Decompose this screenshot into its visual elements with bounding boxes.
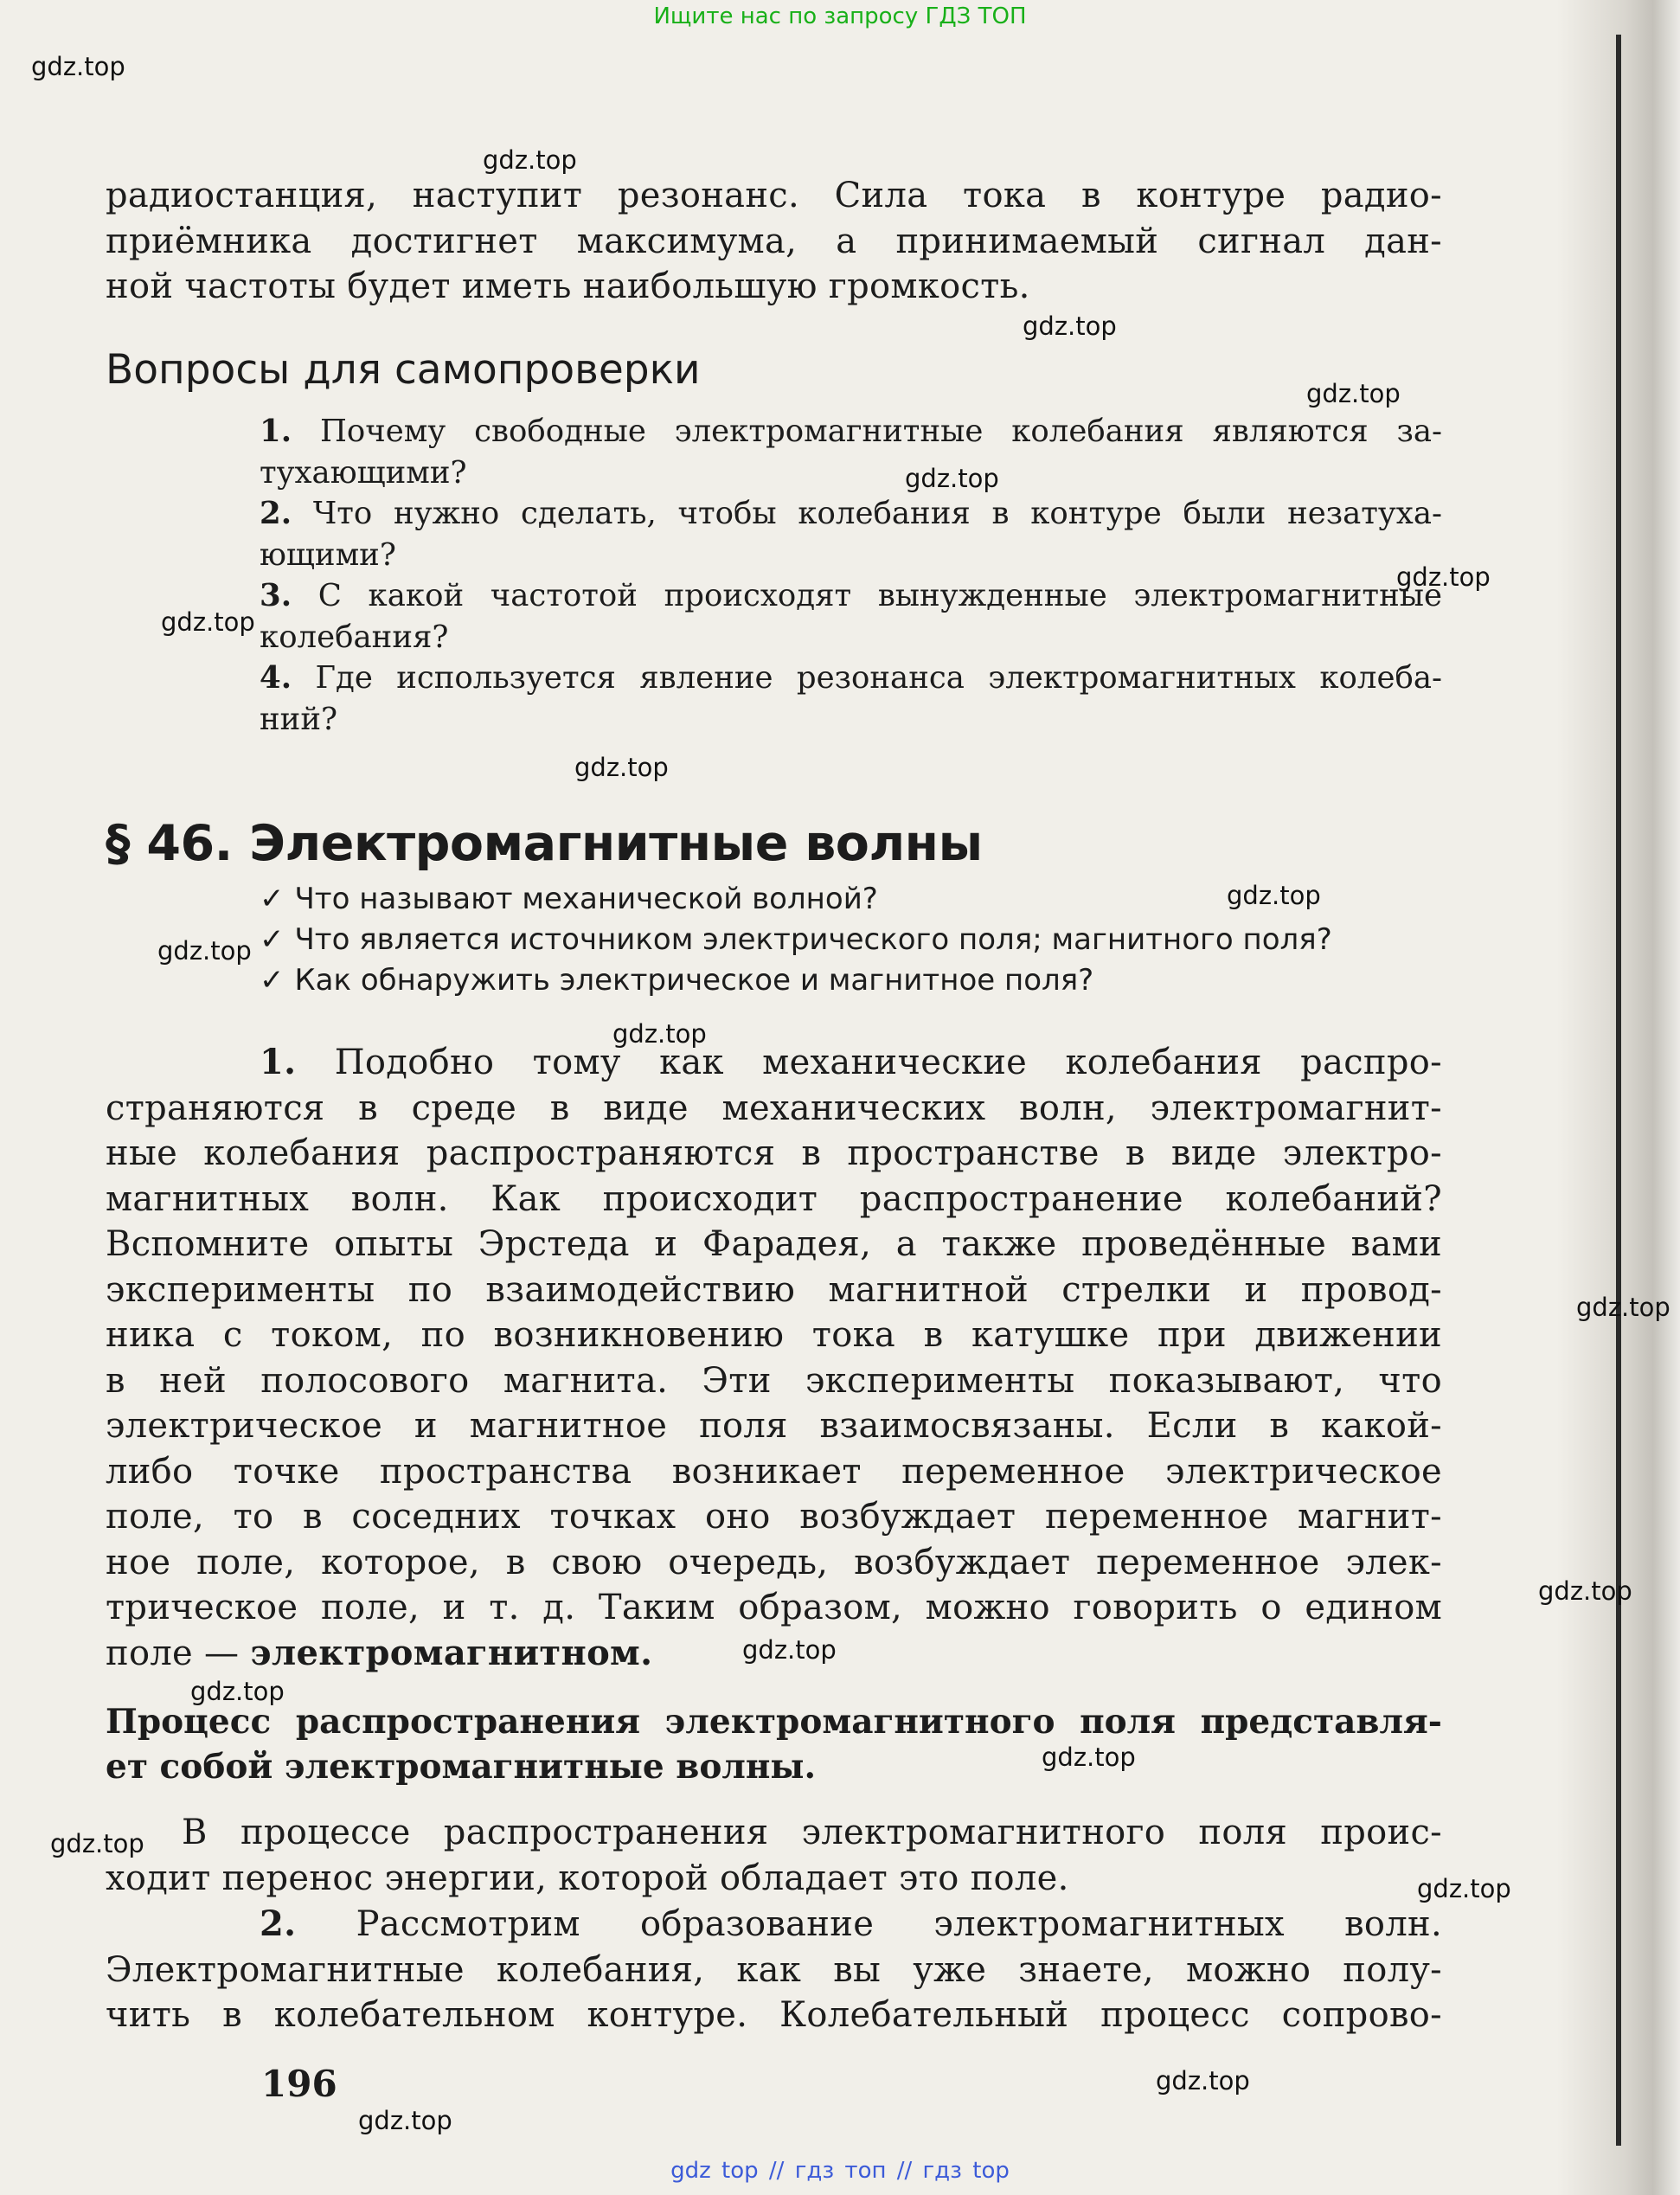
text-line: в ней полосового магнита. Эти эксперименты показывают, что (106, 1360, 1442, 1401)
checkmark-icon: ✓ (260, 922, 285, 957)
text-line: трическое поле, и т. д. Таким образом, можно говорить о едином (106, 1588, 1442, 1627)
definition (106, 1699, 1442, 1789)
prerequisite-text: Что называют механической волной? (294, 882, 878, 916)
question-item (260, 575, 1442, 658)
prerequisite-text: Что является источником электрического поля; магнитного поля? (294, 922, 1332, 957)
text-line: магнитных волн. Как происходит распространение колебаний? (106, 1178, 1442, 1219)
book-spine (1616, 35, 1621, 2146)
text-line: ходит перенос энергии, которой обладает это поле. (106, 1858, 1069, 1898)
question-text: тухающими? (260, 454, 467, 491)
text-line: либо точке пространства возникает переменное электрическое (106, 1451, 1442, 1492)
question-text: Где используется явление резонанса электромагнитных колеба- (315, 660, 1442, 696)
definition-line: ет собой электромагнитные волны. (106, 1747, 817, 1787)
prerequisite-questions (106, 879, 1442, 1001)
key-term: электромагнитном. (250, 1632, 653, 1673)
question-text: ний? (260, 701, 338, 737)
text-line: ное поле, которое, в свою очередь, возбуждает переменное элек- (106, 1542, 1442, 1582)
watermark: gdz.top (1538, 1576, 1632, 1606)
watermark: gdz.top (1396, 562, 1491, 592)
paragraph-1 (106, 1040, 1442, 1676)
text-line: чить в колебательном контуре. Колебательный процесс сопрово- (106, 1995, 1442, 2035)
prerequisite-text: Как обнаружить электрическое и магнитное поля? (294, 963, 1094, 998)
text-line: Электромагнитные колебания, как вы уже знаете, можно полу- (106, 1949, 1442, 1990)
questions-heading: Вопросы для самопроверки (106, 346, 701, 394)
question-item (260, 493, 1442, 575)
page-number: 196 (261, 2063, 337, 2105)
question-item (260, 658, 1442, 740)
question-number: 2. (260, 496, 292, 531)
watermark: gdz.top (1227, 881, 1321, 910)
watermark: gdz.top (1156, 2066, 1250, 2096)
watermark: gdz.top (483, 145, 577, 175)
watermark: gdz.top (905, 464, 999, 493)
bottom-banner[interactable]: gdz top // гдз топ // гдз top (670, 2158, 1010, 2184)
watermark: gdz.top (612, 1019, 707, 1049)
top-banner[interactable]: Ищите нас по запросу ГДЗ ТОП (653, 3, 1027, 29)
section-title: § 46. Электромагнитные волны (106, 815, 983, 872)
watermark: gdz.top (1042, 1743, 1136, 1772)
text-line: поле, то в соседних точках оно возбуждает переменное магнит- (106, 1497, 1442, 1537)
watermark: gdz.top (1576, 1293, 1670, 1322)
watermark: gdz.top (574, 753, 669, 782)
text-line: ной частоты будет иметь наибольшую громкость. (106, 266, 1030, 306)
watermark: gdz.top (742, 1635, 837, 1665)
checkmark-icon: ✓ (260, 882, 285, 916)
watermark: gdz.top (1023, 311, 1117, 341)
question-text: колебания? (260, 619, 449, 655)
text-line: В процессе распространения электромагнитного поля проис- (182, 1813, 1442, 1852)
paragraph-number: 2. (260, 1903, 297, 1944)
text-line: Подобно тому как механические колебания распро- (334, 1043, 1442, 1082)
question-number: 4. (260, 660, 292, 696)
watermark: gdz.top (1306, 379, 1401, 408)
paragraph-3 (106, 1902, 1442, 2038)
watermark: gdz.top (50, 1829, 144, 1858)
text-line: радиостанция, наступит резонанс. Сила тока в контуре радио- (106, 176, 1442, 215)
watermark: gdz.top (161, 607, 255, 637)
text-line: ные колебания распространяются в пространстве в виде электро- (106, 1133, 1442, 1173)
questions-block (106, 346, 1442, 740)
section-header (106, 815, 1442, 1001)
watermark: gdz.top (190, 1677, 285, 1706)
watermark: gdz.top (1417, 1874, 1511, 1903)
definition-line: Процесс распространения электромагнитного поля представля- (106, 1702, 1442, 1742)
question-number: 3. (260, 578, 292, 613)
questions-list (106, 411, 1442, 740)
text-line: ника с током, по возникновению тока в катушке при движении (106, 1315, 1442, 1355)
text-line: страняются в среде в виде механических волн, электромагнит- (106, 1088, 1442, 1128)
text-fragment: поле — (106, 1633, 251, 1673)
watermark: gdz.top (358, 2106, 452, 2135)
watermark: gdz.top (31, 52, 125, 81)
question-text: Почему свободные электромагнитные колебания являются за- (319, 414, 1442, 449)
text-line: приёмника достигнет максимума, а принимаемый сигнал дан- (106, 221, 1442, 261)
prerequisite-item (260, 879, 1442, 920)
paragraph-2 (106, 1810, 1442, 1901)
text-line: Вспомните опыты Эрстеда и Фарадея, а также проведённые вами (106, 1224, 1442, 1264)
question-item (260, 411, 1442, 493)
text-line: Рассмотрим образование электромагнитных волн. (356, 1904, 1442, 1944)
checkmark-icon: ✓ (260, 963, 285, 998)
question-text: ющими? (260, 536, 396, 573)
question-number: 1. (260, 414, 292, 449)
prerequisite-item (260, 920, 1442, 960)
text-line: электрическое и магнитное поля взаимосвязаны. Если в какой- (106, 1406, 1442, 1446)
prerequisite-item (260, 960, 1442, 1001)
question-text: Что нужно сделать, чтобы колебания в контуре были незатуха- (312, 496, 1442, 531)
intro-paragraph (106, 173, 1442, 310)
text-line: эксперименты по взаимодействию магнитной стрелки и провод- (106, 1269, 1442, 1310)
question-text: С какой частотой происходят вынужденные электромагнитные (317, 578, 1442, 613)
watermark: gdz.top (157, 936, 252, 966)
paragraph-number: 1. (260, 1042, 297, 1082)
